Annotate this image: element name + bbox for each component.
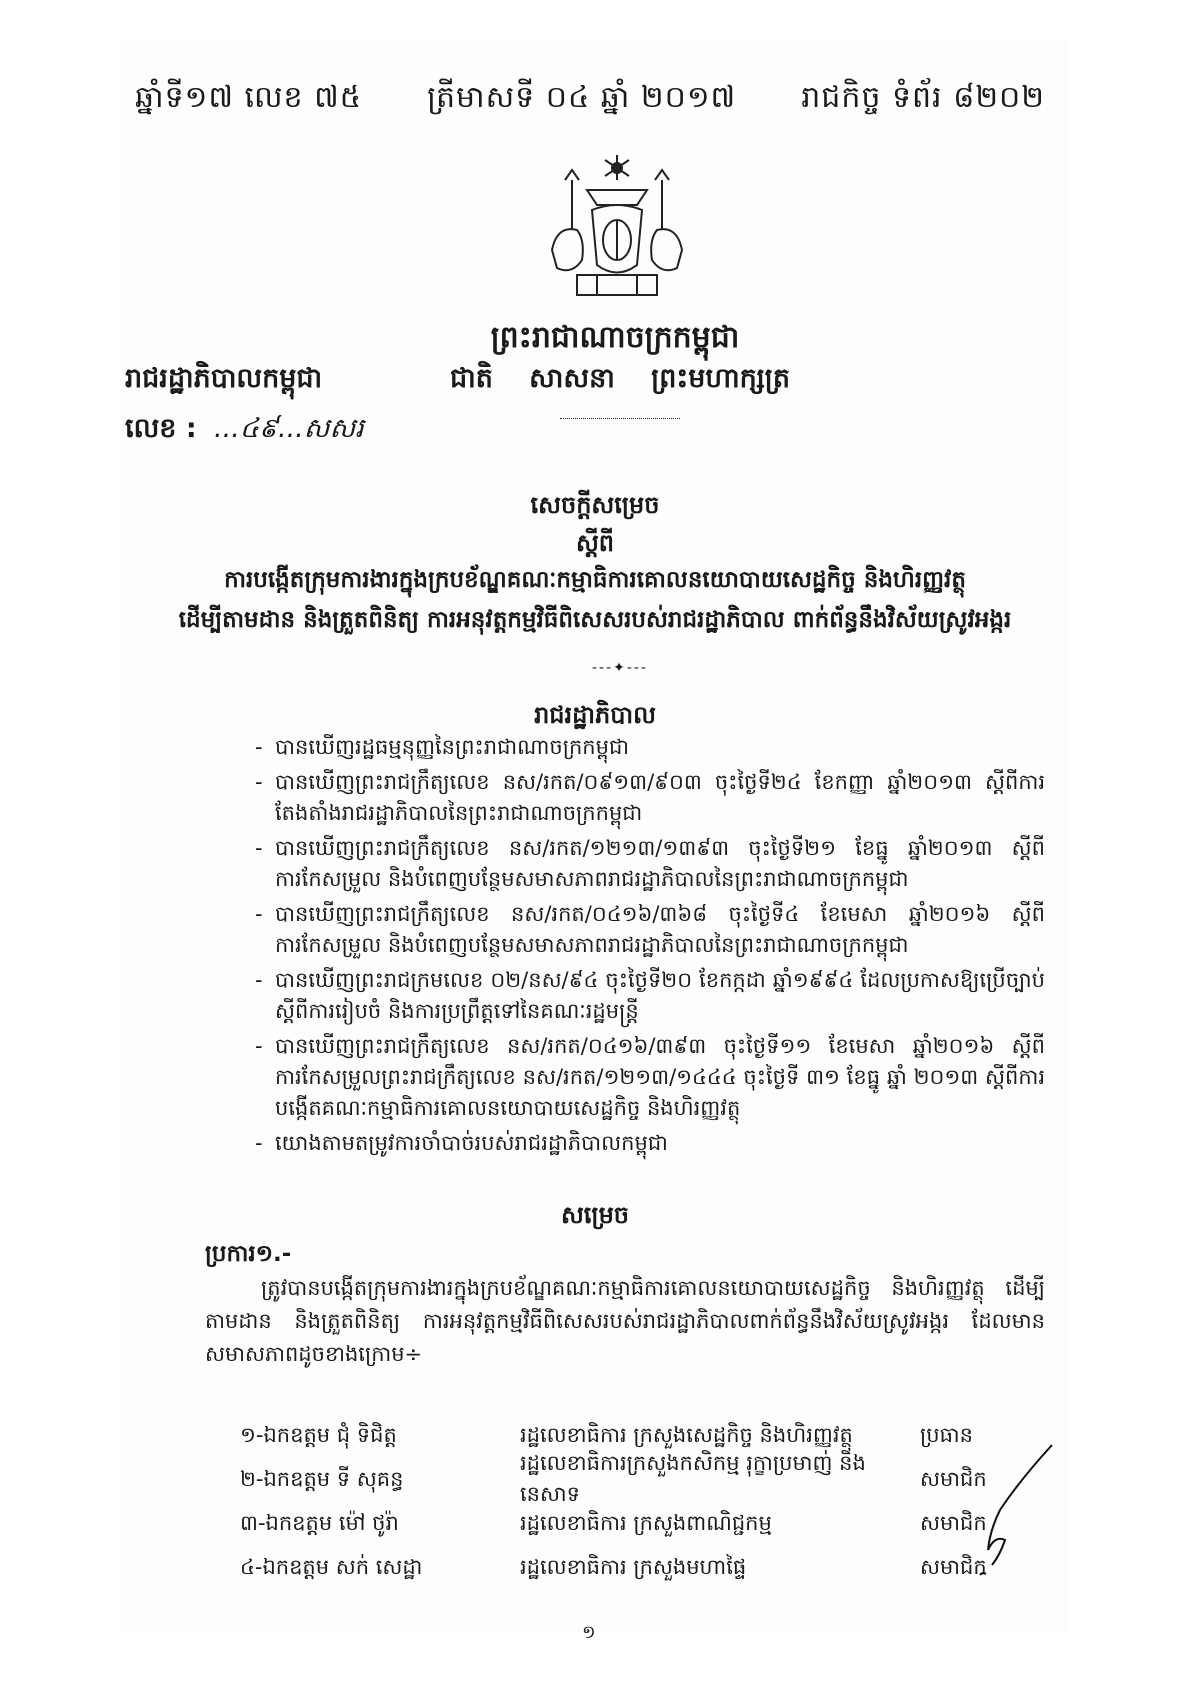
- reference-item: - បានឃើញព្រះរាជក្រឹត្យលេខ នស/រកត/០៤១៦/៣៦៨ ចុះថ្ងៃទី៤ ខែមេសា ឆ្នាំ២០១៦ ស្តីពីការកែសម្រួល និងបំពេញបន្ថែមសមាសភាពរាជរដ្ឋាភិបាលនៃព្រះរាជាណាចក្រកម្ពុជា: [255, 899, 1045, 961]
- motto-nation: ជាតិ: [450, 363, 493, 394]
- article-1-title: ប្រការ១.-: [205, 1241, 292, 1267]
- member-position: រដ្ឋលេខាធិការ ក្រសួងមហាផ្ទៃ: [520, 1554, 747, 1579]
- member-name: ១-ឯកឧត្តម ជុំ ទិជិត្ត: [240, 1422, 397, 1447]
- decision-subject-line-2: ដើម្បីតាមដាន និងត្រួតពិនិត្យ ការអនុវត្តកម្មវិធីពិសេសរបស់រាជរដ្ឋាភិបាល ពាក់ព័ន្ធនឹងវិស័យស្រូវអង្ករ: [178, 607, 1012, 633]
- number-label: លេខ :: [125, 413, 197, 444]
- gazette-page: រាជកិច្ច ទំព័រ ៨២០២: [801, 80, 1045, 115]
- reference-item: - យោងតាមតម្រូវការចាំបាច់របស់រាជរដ្ឋាភិបាលកម្ពុជា: [255, 1128, 1045, 1159]
- page-number: ១: [582, 1622, 596, 1643]
- kingdom-title: ព្រះរាជាណាចក្រកម្ពុជា: [490, 320, 740, 355]
- reference-item: - បានឃើញព្រះរាជក្រឹត្យលេខ នស/រកត/០៩១៣/៩០៣ ចុះថ្ងៃទី២៤ ខែកញ្ញា ឆ្នាំ២០១៣ ស្តីពីការតែងតាំងរាជរដ្ឋាភិបាលនៃព្រះរាជាណាចក្រកម្ពុជា: [255, 767, 1045, 829]
- member-position: រដ្ឋលេខាធិការ ក្រសួងសេដ្ឋកិច្ច និងហិរញ្ញវត្ថុ: [520, 1422, 853, 1447]
- member-name: ២-ឯកឧត្តម ទី សុគន្ធ: [240, 1466, 404, 1491]
- royal-emblem-icon: [537, 150, 697, 310]
- reference-item: - បានឃើញរដ្ឋធម្មនុញ្ញនៃព្រះរាជាណាចក្រកម្ពុជា: [255, 732, 1045, 763]
- document-number: [125, 412, 364, 451]
- issuer-heading: រាជរដ្ឋាភិបាល: [534, 701, 656, 729]
- member-role: សមាជិក: [920, 1466, 987, 1491]
- gazette-date: ត្រីមាសទី ០៤ ឆ្នាំ ២០១៧: [427, 80, 737, 115]
- member-role: សមាជិក: [920, 1510, 987, 1535]
- gazette-issue: ឆ្នាំទី១៧ លេខ ៧៥: [135, 80, 362, 115]
- signature-mark: [960, 1440, 1060, 1580]
- number-value: ...៤៩...សសរ: [214, 413, 364, 444]
- reference-item: - បានឃើញព្រះរាជក្រឹត្យលេខ នស/រកត/១២១៣/១៣៩៣ ចុះថ្ងៃទី២១ ខែធ្នូ ឆ្នាំ២០១៣ ស្តីពីការកែសម្រួល និងបំពេញបន្ថែមសមាសភាពរាជរដ្ឋាភិបាលនៃព្រះរាជាណាចក្រកម្ពុជា: [255, 833, 1045, 895]
- decision-title: សេចក្តីសម្រេច: [530, 491, 660, 519]
- reference-item: - បានឃើញព្រះរាជក្រឹត្យលេខ នស/រកត/០៤១៦/៣៩៣ ចុះថ្ងៃទី១១ ខែមេសា ឆ្នាំ២០១៦ ស្តីពីការកែសម្រួលព្រះរាជក្រឹត្យលេខ នស/រកត/១២១៣/១៤៤៤ ចុះថ្ងៃទី ៣១ ខែធ្នូ ឆ្នាំ ២០១៣ ស្តីពីការបង្កើតគណៈកម្មាធិការគោលនយោបាយសេដ្ឋកិច្ច និងហិរញ្ញវត្ថុ: [255, 1031, 1045, 1124]
- member-position: រដ្ឋលេខាធិការ ក្រសួងពាណិជ្ជកម្ម: [520, 1510, 772, 1535]
- member-name: ៤-ឯកឧត្តម សក់ សេដ្ឋា: [240, 1554, 423, 1579]
- member-row: [240, 1451, 1060, 1506]
- member-row: [240, 1503, 1060, 1547]
- reference-item: - បានឃើញព្រះរាជក្រមលេខ ០២/នស/៩៤ ចុះថ្ងៃទី២០ ខែកក្កដា ឆ្នាំ១៩៩៤ ដែលប្រកាសឱ្យប្រើច្បាប់ស្តីពីការរៀបចំ និងការប្រព្រឹត្តទៅនៃគណៈរដ្ឋមន្ត្រី: [255, 965, 1045, 1027]
- national-motto: [450, 362, 790, 401]
- government-name: រាជរដ្ឋាភិបាលកម្ពុជា: [125, 363, 323, 394]
- member-role: ប្រធាន: [920, 1422, 973, 1447]
- member-position: រដ្ឋលេខាធិការក្រសួងកសិកម្ម រុក្ខាប្រមាញ់ និងនេសាទ: [520, 1451, 866, 1506]
- article-1-body: ត្រូវបានបង្កើតក្រុមការងារក្នុងក្របខ័ណ្ឌគណៈកម្មាធិការគោលនយោបាយសេដ្ឋកិច្ច និងហិរញ្ញវត្ថុ ដើម្បីតាមដាន និងត្រួតពិនិត្យ ការអនុវត្តកម្មវិធីពិសេសរបស់រាជរដ្ឋាភិបាលពាក់ព័ន្ធនឹងវិស័យស្រូវអង្ករ ដែលមានសមាសភាពដូចខាងក្រោម÷: [205, 1276, 1045, 1366]
- member-name: ៣-ឯកឧត្តម ម៉ៅ ថូរ៉ា: [240, 1510, 399, 1535]
- ornamental-divider: ---✦---: [591, 660, 649, 676]
- legal-references: [255, 732, 1045, 1163]
- motto-religion: សាសនា: [529, 363, 615, 394]
- decision-subtitle: ស្តីពី: [575, 529, 615, 557]
- decision-subject-line-1: ការបង្កើតក្រុមការងារក្នុងក្របខ័ណ្ឌគណៈកម្មាធិការគោលនយោបាយសេដ្ឋកិច្ច និងហិរញ្ញវត្ថុ: [224, 567, 966, 593]
- member-row: [240, 1547, 1060, 1591]
- member-list: [240, 1415, 1060, 1591]
- gazette-header: [135, 78, 1045, 122]
- member-role: សមាជិក: [920, 1554, 987, 1579]
- motto-divider: [560, 418, 680, 419]
- motto-king: ព្រះមហាក្សត្រ: [651, 363, 790, 394]
- decision-heading: សម្រេច: [560, 1201, 630, 1229]
